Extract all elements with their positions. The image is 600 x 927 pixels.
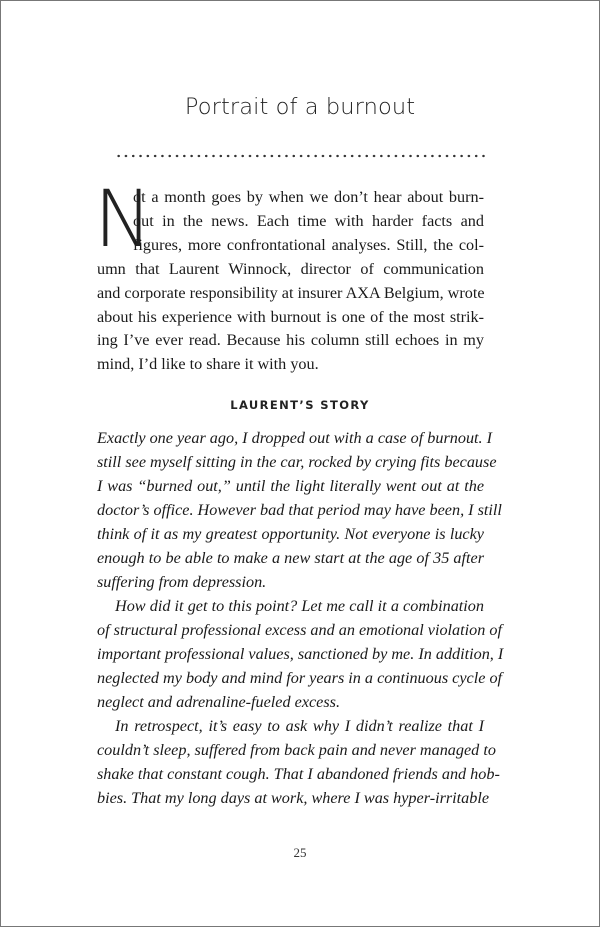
intro-line: about his experience with burnout is one of the most strik- bbox=[97, 307, 484, 326]
story-line: How did it get to this point? Let me call it a combination bbox=[115, 597, 484, 615]
intro-line: ing I’ve ever read. Because his column still echoes in my bbox=[97, 331, 484, 350]
dotted-divider bbox=[115, 154, 487, 158]
intro-line: ot a month goes by when we don’t hear about burn- bbox=[133, 188, 484, 206]
story-text bbox=[97, 426, 504, 810]
intro-line: figures, more confrontational analyses. Still, the col- bbox=[133, 235, 484, 254]
story-line: enough to be able to make a new start at the age of 35 after bbox=[97, 549, 484, 567]
intro-line: and corporate responsibility at insurer AXA Belgium, wrote bbox=[97, 283, 485, 302]
story-line: doctor’s office. However bad that period may have been, I still bbox=[97, 501, 502, 519]
story-line: I was “burned out,” until the light literally went out at the bbox=[97, 477, 484, 495]
story-line: shake that constant cough. That I abandoned friends and hob- bbox=[97, 765, 500, 783]
story-line: neglected my body and mind for years in a continuous cycle of bbox=[97, 669, 503, 687]
intro-paragraph bbox=[97, 186, 484, 377]
intro-line: out in the news. Each time with harder facts and bbox=[133, 211, 484, 230]
drop-cap: N bbox=[94, 175, 153, 265]
story-line: neglect and adrenaline-fueled excess. bbox=[97, 693, 341, 711]
chapter-title: Portrait of a burnout bbox=[184, 94, 416, 120]
story-line: Exactly one year ago, I dropped out with a case of burnout. I bbox=[97, 429, 493, 447]
story-line: still see myself sitting in the car, rocked by crying fits because bbox=[97, 453, 497, 471]
story-line: In retrospect, it’s easy to ask why I didn’t realize that I bbox=[115, 717, 484, 735]
story-line: important professional values, sanctioned by me. In addition, I bbox=[97, 645, 504, 663]
intro-line: umn that Laurent Winnock, director of communication bbox=[97, 259, 484, 278]
page-number: 25 bbox=[293, 845, 307, 860]
story-line: bies. That my long days at work, where I was hyper-irritable bbox=[97, 789, 490, 807]
story-line: couldn’t sleep, suffered from back pain and never managed to bbox=[97, 741, 496, 759]
intro-line: mind, I’d like to share it with you. bbox=[97, 355, 319, 374]
story-line: suffering from depression. bbox=[97, 573, 267, 591]
section-heading: LAURENT’S STORY bbox=[230, 398, 370, 412]
story-line: think of it as my greatest opportunity. Not everyone is lucky bbox=[97, 525, 484, 543]
story-line: of structural professional excess and an emotional violation of bbox=[97, 621, 502, 639]
